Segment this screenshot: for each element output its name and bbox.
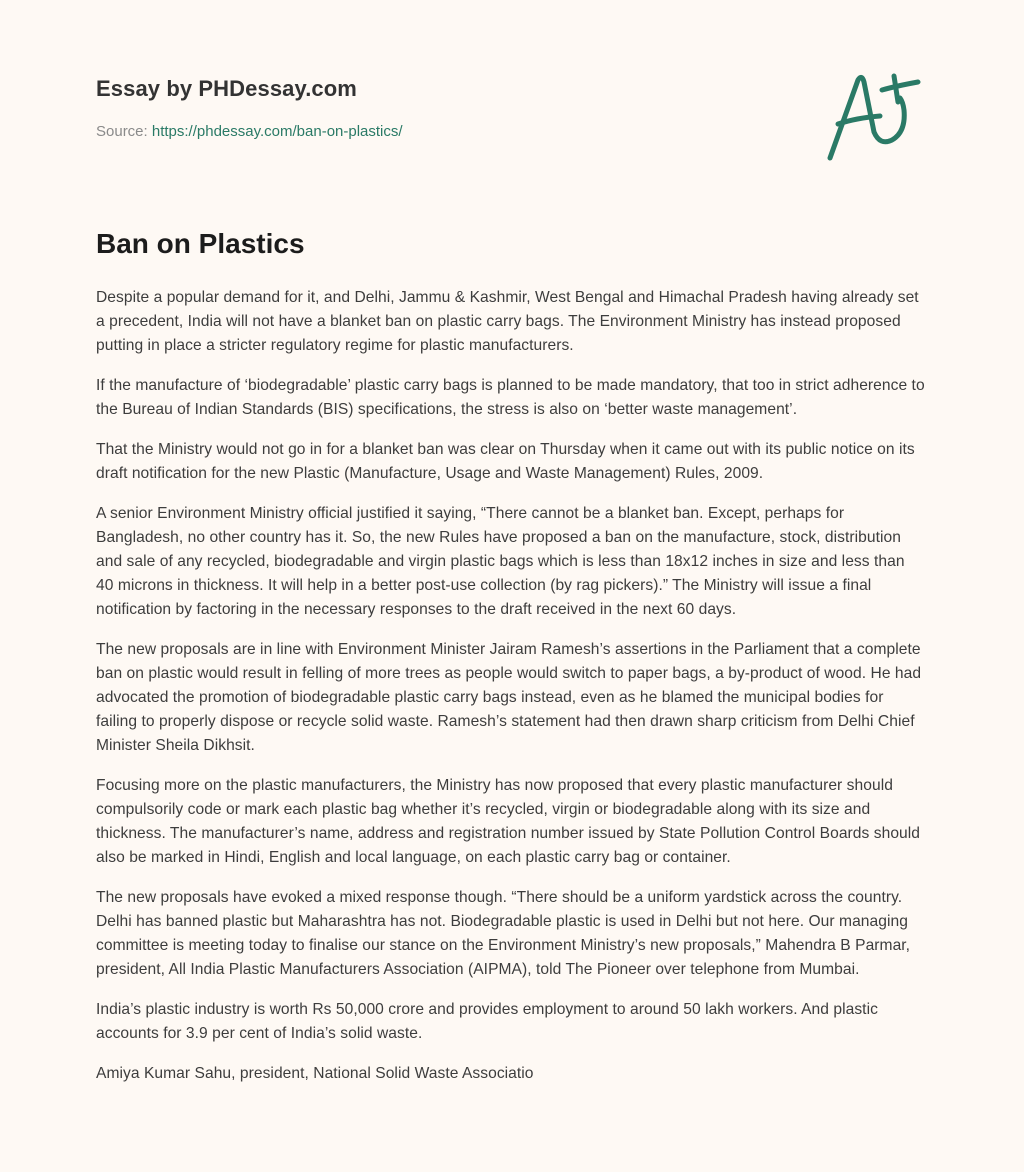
article-title: Ban on Plastics bbox=[96, 228, 305, 259]
source-line bbox=[96, 122, 936, 142]
essay-article bbox=[96, 226, 926, 1102]
paragraph-5: The new proposals are in line with Environment Minister Jairam Ramesh’s assertions in the Parliament that a complete ban on plastic would result in felling of more trees as people would switch to paper bags, a by-product of wood. He had advocated the promotion of biodegradable plastic carry bags instead, even as he blamed the municipal bodies for failing to properly dispose or recycle solid waste. Ramesh’s statement had then drawn sharp criticism from Delhi Chief Minister Sheila Dikhsit. bbox=[96, 641, 922, 754]
paragraph-9: Amiya Kumar Sahu, president, National Solid Waste Associatio bbox=[96, 1065, 534, 1082]
paragraph-2: If the manufacture of ‘biodegradable’ plastic carry bags is planned to be made mandatory, that too in strict adherence to the Bureau of Indian Standards (BIS) specifications, the stress is also on ‘better waste management’. bbox=[96, 377, 925, 418]
page-header bbox=[96, 74, 936, 142]
paragraph-1: Despite a popular demand for it, and Delhi, Jammu & Kashmir, West Bengal and Himachal Pradesh having already set a precedent, India will not have a blanket ban on plastic carry bags. The Environment Ministry has instead proposed putting in place a stricter regulatory regime for plastic manufacturers. bbox=[96, 289, 919, 354]
source-label: Source: bbox=[96, 123, 152, 140]
paragraph-4: A senior Environment Ministry official justified it saying, “There cannot be a blanket ban. Except, perhaps for Bangladesh, no other country has it. So, the new Rules have proposed a ban on the manufacture, stock, distribution and sale of any recycled, biodegradable and virgin plastic bags which is less than 18x12 inches in size and less than 40 microns in thickness. It will help in a better post-use collection (by rag pickers).” The Ministry will issue a final notification by factoring in the necessary responses to the draft received in the next 60 days. bbox=[96, 505, 905, 618]
a-plus-grade-icon bbox=[820, 66, 930, 166]
source-link[interactable]: https://phdessay.com/ban-on-plastics/ bbox=[151, 123, 403, 140]
paragraph-8: India’s plastic industry is worth Rs 50,000 crore and provides employment to around 50 lakh workers. And plastic accounts for 3.9 per cent of India’s solid waste. bbox=[96, 1001, 878, 1042]
paragraph-7: The new proposals have evoked a mixed response though. “There should be a uniform yardstick across the country. Delhi has banned plastic but Maharashtra has not. Biodegradable plastic is used in Delhi but not here. Our managing committee is meeting today to finalise our stance on the Environment Ministry’s new proposals,” Mahendra B Parmar, president, All India Plastic Manufacturers Association (AIPMA), told The Pioneer over telephone from Mumbai. bbox=[96, 889, 911, 978]
paragraph-6: Focusing more on the plastic manufacturers, the Ministry has now proposed that every plastic manufacturer should compulsorily code or mark each plastic bag whether it’s recycled, virgin or biodegradable along with its size and thickness. The manufacturer’s name, address and registration number issued by State Pollution Control Boards should also be marked in Hindi, English and local language, on each plastic carry bag or container. bbox=[96, 777, 921, 866]
paragraph-3: That the Ministry would not go in for a blanket ban was clear on Thursday when it came out with its public notice on its draft notification for the new Plastic (Manufacture, Usage and Waste Management) Rules, 2009. bbox=[96, 441, 915, 482]
site-title: Essay by PHDessay.com bbox=[96, 76, 357, 101]
